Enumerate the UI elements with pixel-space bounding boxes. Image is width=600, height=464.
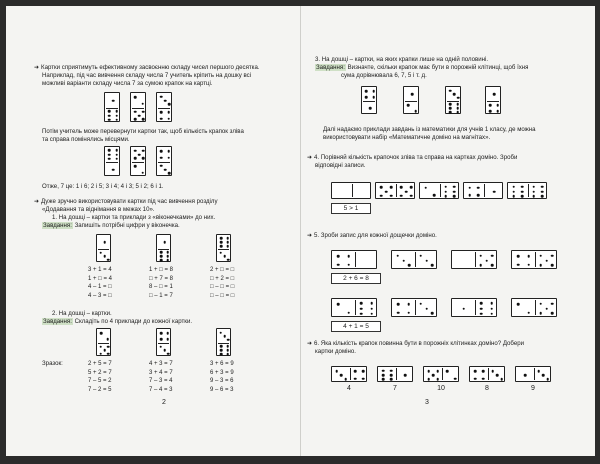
paragraph-line: використовувати набір «Математичне доміно на магнітах». <box>323 134 491 141</box>
domino-card <box>451 250 497 269</box>
domino-card <box>156 328 171 356</box>
paragraph-line: Наприклад, під час вивчення складу числа 7 учитель кріпить на дошку всі <box>42 72 252 79</box>
domino-card <box>130 92 146 122</box>
sample-line: 3 + 4 = 7 <box>149 369 173 376</box>
paragraph-line: 2. На дошці – картки. <box>52 310 112 317</box>
question-heading: відповідні записи. <box>315 162 366 169</box>
domino-card <box>156 234 171 262</box>
exercise-column <box>88 266 112 300</box>
domino-card <box>156 146 172 176</box>
exercise-line: 1 + □ = 8 <box>149 267 173 273</box>
domino-card <box>515 366 551 382</box>
domino-card <box>391 250 437 269</box>
paragraph-line: 3. На дошці – картки, на яких крапки лише на одній половині. <box>315 56 489 63</box>
answer-box[interactable]: 2 + 6 = 8 <box>331 273 381 284</box>
domino-card <box>331 298 377 317</box>
domino-card <box>156 92 172 122</box>
arrow-icon: ➜ <box>34 65 40 71</box>
exercise-line: □ + 7 = 8 <box>149 275 173 282</box>
paragraph-line: сума дорівнювала 6, 7, 5 і т. д. <box>341 72 427 79</box>
sample-column <box>149 360 173 394</box>
target-number: 7 <box>393 385 397 392</box>
right-page <box>301 6 595 456</box>
paragraph-line: та справа помінялись місцями. <box>42 136 130 143</box>
domino-card <box>451 298 497 317</box>
paragraph-line: Далі надаємо приклади завдань із математики для учнів 1 класу, де можна <box>323 126 536 133</box>
sample-line: 2 + 5 = 7 <box>88 361 112 367</box>
domino-card <box>375 182 415 199</box>
exercise-line: 2 + □ = □ <box>210 267 235 273</box>
paragraph-line: «Додавання та віднімання в межах 10». <box>42 206 155 213</box>
arrow-icon: ➜ <box>307 155 313 161</box>
domino-card <box>96 328 111 356</box>
exercise-column <box>149 266 173 300</box>
paragraph-line: можливі варіанти складу числа 7 за сумою крапок на картці. <box>42 80 213 87</box>
sample-line: 7 – 2 = 5 <box>88 386 112 393</box>
domino-card <box>469 366 505 382</box>
exercise-line: □ – 1 = 7 <box>149 292 173 299</box>
page-number: 2 <box>162 399 166 406</box>
sample-line: 5 + 2 = 7 <box>88 369 112 376</box>
paragraph-line: Потім учитель може перевернути картки так, щоб кількість крапок зліва <box>42 128 244 135</box>
domino-card <box>403 86 419 114</box>
target-number: 8 <box>485 385 489 392</box>
sample-line: 9 – 6 = 3 <box>210 386 234 393</box>
target-number: 9 <box>531 385 535 392</box>
sample-column <box>88 360 112 394</box>
sample-label: Зразок: <box>42 360 63 367</box>
target-number: 10 <box>437 385 445 392</box>
domino-card <box>377 366 413 382</box>
domino-card <box>104 146 120 176</box>
exercise-line: □ – □ = □ <box>210 292 235 299</box>
paragraph-line: 1. На дошці – картки та приклади з «віконечками» до них. <box>52 214 216 221</box>
page-number: 3 <box>425 399 429 406</box>
domino-card <box>216 234 231 262</box>
section-heading: ➜ Дуже зручно використовувати картки під час вивчення розділу <box>34 198 218 205</box>
domino-card <box>463 182 503 199</box>
domino-card <box>485 86 501 114</box>
exercise-line: □ + 2 = □ <box>210 275 235 282</box>
answer-box[interactable]: 5 > 1 <box>331 203 371 214</box>
exercise-line: □ – □ = □ <box>210 284 235 290</box>
domino-card <box>104 92 120 122</box>
domino-card <box>331 182 371 199</box>
task-line: Завдання: Складіть по 4 приклади до кожної картки. <box>43 318 193 325</box>
task-line: Завдання: Визначте, скільки крапок має бути в порожній клітинці, щоб їхня <box>316 64 529 71</box>
question-heading: ➜ 5. Зроби запис для кожної дощечки доміно. <box>307 232 437 239</box>
exercise-column <box>210 266 234 300</box>
question-heading: ➜ 6. Яка кількість крапок повинна бути в порожніх клітинках доміно? Добери <box>307 340 525 347</box>
domino-card <box>511 250 557 269</box>
question-heading: картки доміно. <box>315 348 356 355</box>
domino-card <box>423 366 459 382</box>
target-number: 4 <box>347 385 351 392</box>
sample-line: 4 + 3 = 7 <box>149 361 173 367</box>
sample-line: 7 – 5 = 2 <box>88 378 112 384</box>
arrow-icon: ➜ <box>307 341 313 347</box>
domino-card <box>361 86 377 114</box>
answer-row <box>331 203 547 212</box>
exercise-line: 1 + □ = 4 <box>88 275 112 282</box>
paragraph-line: ➜ Картки сприятимуть ефективному засвоєнню складу чисел першого десятка. <box>34 64 260 71</box>
exercise-line: 4 – 1 = □ <box>88 284 112 290</box>
answer-box[interactable]: 4 + 1 = 5 <box>331 321 381 332</box>
domino-card <box>331 366 367 382</box>
domino-card <box>445 86 461 114</box>
sample-line: 7 – 4 = 3 <box>149 386 173 393</box>
domino-card <box>216 328 231 356</box>
domino-card <box>419 182 459 199</box>
sample-line: 3 + 6 = 9 <box>210 361 234 367</box>
left-page <box>6 6 301 456</box>
domino-card <box>130 146 146 176</box>
question-heading: ➜ 4. Порівняй кількість крапочок зліва та справа на картках доміно. Зроби <box>307 154 518 161</box>
domino-card <box>331 250 377 269</box>
exercise-line: 4 – 3 = □ <box>88 292 112 299</box>
sample-column <box>210 360 234 394</box>
domino-card <box>511 298 557 317</box>
exercise-line: 8 – □ = 1 <box>149 284 173 290</box>
task-line: Завдання: Запишіть потрібні цифри у віконечка. <box>43 222 180 229</box>
arrow-icon: ➜ <box>34 199 40 205</box>
answer-row <box>331 273 557 282</box>
arrow-icon: ➜ <box>307 233 313 239</box>
sample-line: 9 – 3 = 6 <box>210 378 234 384</box>
answer-row <box>331 321 557 330</box>
domino-card <box>96 234 111 262</box>
sample-line: 7 – 3 = 4 <box>149 378 173 384</box>
sample-line: 6 + 3 = 9 <box>210 369 234 376</box>
domino-card <box>507 182 547 199</box>
summary-line: Отже, 7 це: 1 і 6; 2 і 5; 3 і 4; 4 і 3; 5 і 2; 6 і 1. <box>42 183 164 190</box>
domino-card <box>391 298 437 317</box>
exercise-line: 3 + 1 = 4 <box>88 267 112 273</box>
